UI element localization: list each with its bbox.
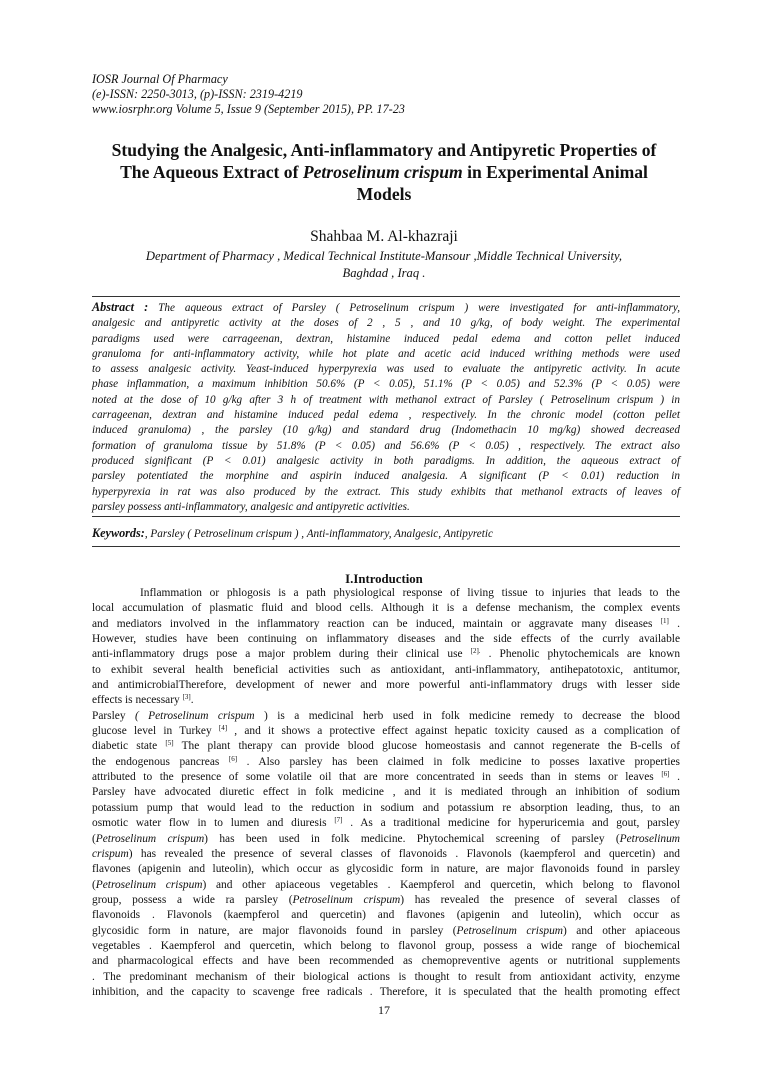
title-line-2: The Aqueous Extract of Petroselinum crispum in Experimental Animal — [120, 162, 648, 182]
citation: [6] — [661, 770, 670, 779]
divider-keywords — [92, 546, 680, 547]
citation: [3] — [182, 693, 191, 702]
divider-abstract — [92, 516, 680, 517]
journal-header — [92, 72, 692, 118]
keywords-label: Keywords: — [92, 526, 145, 540]
citation: [1] — [660, 616, 669, 625]
citation: [2]. — [470, 647, 481, 656]
abstract: Abstract : The aqueous extract of Parsley ( Petroselinum crispum ) were investigated for anti-inflammatory, analgesic and antipyretic activity at the doses of 2 , 5 , and 10 g/kg, of body weight. The experimental paradigms used were carrageenan, dextran, histamine induced pedal edema and cotton pellet induced granuloma for anti-inflammatory activity, while hot plate and acetic acid induced writhing methods were used to assess analgesic activity. Yeast-induced hyperpyrexia was used to evaluate the antipyretic activity. In acute phase inflammation, a maximum inhibition 50.6% (P < 0.05), 51.1% (P < 0.05) and 52.3% (P < 0.05) were noted at the dose of 10 g/kg after 3 h of treatment with methanol extract of Parsley ( Petroselinum crispum ) in carrageenan, dextran and histamine induced pedal edema , respectively. In the chronic model (cotton pellet induced granuloma) , the parsley (10 g/kg) and standard drug (Indomethacin 10 mg/kg) showed decreased formation of granuloma tissue by 51.8% (P < 0.05) and 56.6% (P < 0.05) , respectively. The extract also produced significant (P < 0.01) analgesic activity in both paradigms. In addition, the aqueous extract of parsley potentiated the morphine and aspirin induced analgesia. A significant (P < 0.01) reduction in hyperpyrexia in rat was also produced by the extract. This study exhibits that methanol extracts of leaves of parsley possess anti-inflammatory, analgesic and antipyretic activities. — [92, 300, 680, 513]
journal-issn: (e)-ISSN: 2250-3013, (p)-ISSN: 2319-4219 — [92, 87, 303, 102]
species-name: Petroselinum crispum — [302, 162, 463, 182]
keywords: Keywords:, Parsley ( Petroselinum crispum ) , Anti-inflammatory, Analgesic, Antipyretic — [92, 526, 493, 540]
section-heading-introduction: I.Introduction — [345, 572, 423, 586]
author-name: Shahbaa M. Al-khazraji — [310, 228, 458, 245]
title-line-1: Studying the Analgesic, Anti-inflammatory and Antipyretic Properties of — [111, 140, 657, 160]
journal-volume: www.iosrphr.org Volume 5, Issue 9 (September 2015), PP. 17-23 — [92, 102, 405, 117]
introduction-body: Inflammation or phlogosis is a path physiological response of living tissue to injuries that leads to the local accumulation of plasmatic fluid and blood cells. Although it is a defense mechanism, the complex events and mediators involved in the inflammatory reaction can be induced, maintain or aggravate many diseases [1] . However, studies have been continuing on inflammatory diseases and the side effects of the currly available anti-inflammatory drugs pose a major problem during their clinical use $^{[2].}$ . Phenolic phytochemicals are known to exhibit several health beneficial activities such as antioxidant, anti-inflammatory, antihepatotoxic, antitumor, and antimicrobialTherefore, development of newer and more powerful anti-inflammatory drugs with lesser side effects is necessary [3]. Parsley ( Petroselinum crispum ) is a medicinal herb used in folk medicine remedy to decrease the blood glucose level in Turkey [4] , and it shows a protective effect against hepatic toxicity caused as a complication of diabetic state [5] The plant therapy can provide blood glucose homeostasis and cannot regenerate the B-cells of the endogenous pancreas [6] . Also parsley has been claimed in folk medicine to posses laxative properties attributed to the presence of some volatile oil that are more concentrated in seeds than in stems or leaves [6] . Parsley have advocated diuretic effect in folk medicine , and it is mediated through an inhibition of sodium potassium pump that would lead to the reduction in sodium and potassium re absorption leading, thus, to an osmotic water flow in to lumen and diuresis [7] . As a traditional medicine for hyperuricemia and gout, parsley (Petroselinum crispum) has been used in folk medicine. Phytochemical screening of parsley (Petroselinum crispum) has revealed the presence of several classes of flavonoids . Flavonols (kaempferol and quercetin) and flavones (apigenin and luteolin), which occur as glycosidic form in nature, are major flavonoids found in parsley (Petroselinum crispum) and other apiaceous vegetables . Kaempferol and quercetin, which belong to flavonol group, possess a wide ra parsley (Petroselinum crispum) has revealed the presence of several classes of flavonoids . Flavonols (kaempferol and quercetin) and flavones (apigenin and luteolin), which occur as glycosidic form in nature, are major flavonoids found in parsley (Petroselinum crispum) and other apiaceous vegetables . Kaempferol and quercetin, which belong to flavonol group, possess a wide range of biochemical and pharmacological effects and have been recommended as chemopreventive agents or nutritional supplements . The predominant mechanism of their biological actions is thought to result from antioxidant activity, enzyme inhibition, and the capacity to scavenge free radicals . Therefore, it is speculated that the health promoting effect — [92, 587, 681, 998]
abstract-label: Abstract : — [92, 300, 149, 314]
citation: [4] — [218, 724, 228, 733]
journal-name: IOSR Journal Of Pharmacy — [92, 72, 228, 86]
page-number: 17 — [378, 1003, 390, 1017]
citation: [5] — [165, 739, 174, 748]
divider-top — [92, 296, 680, 297]
title-line-3: Models — [356, 184, 412, 204]
citation: [6] — [228, 754, 238, 763]
citation: [7] — [334, 816, 343, 825]
paper-title — [80, 139, 688, 205]
author-affiliation: Department of Pharmacy , Medical Technical Institute-Mansour ,Middle Technical University, Baghdad , Iraq . — [145, 249, 623, 280]
